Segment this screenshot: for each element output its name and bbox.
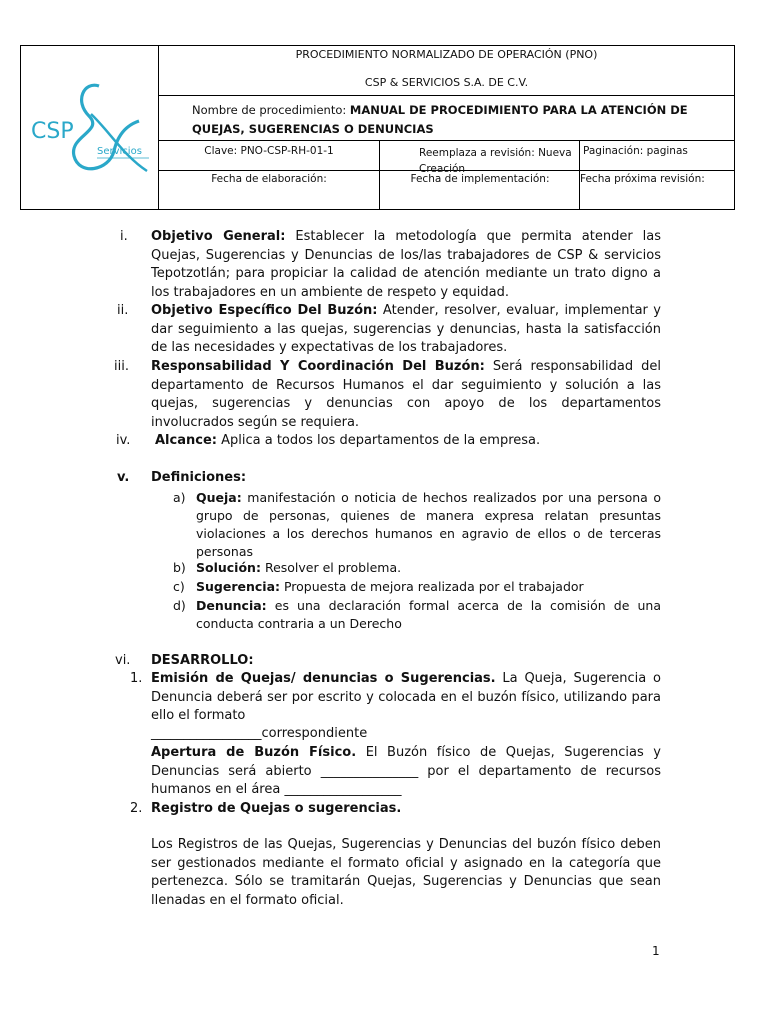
logo-text-sub: Servicios	[97, 146, 142, 157]
clave-cell: Clave: PNO-CSP-RH-01-1	[204, 145, 334, 157]
step-title: Apertura de Buzón Físico.	[151, 745, 357, 760]
header-title-line2: CSP & SERVICIOS S.A. DE C.V.	[364, 76, 529, 89]
definition-text: es una declaración formal acerca de la comisión de una conducta contraria a un Derecho	[196, 598, 661, 631]
fecha-elaboracion-cell: Fecha de elaboración:	[211, 173, 327, 185]
section-definiciones	[151, 469, 661, 488]
def-marker-d: d)	[173, 598, 186, 613]
section-objetivo-especifico	[151, 302, 661, 358]
header-code-row	[159, 141, 734, 175]
section-marker-i: i.	[120, 229, 128, 244]
section-title: Objetivo General:	[151, 229, 286, 244]
step-title: Registro de Quejas o sugerencias.	[151, 801, 402, 816]
step-text: La Queja, Sugerencia o Denuncia deberá ser por escrito y colocada en el buzón físico, utilizando para ello el formato	[151, 671, 661, 723]
section-marker-ii: ii.	[117, 303, 129, 318]
definition-queja	[196, 489, 661, 561]
company-logo	[29, 76, 151, 181]
section-marker-vi: vi.	[115, 653, 131, 668]
definition-sugerencia	[196, 578, 661, 596]
section-title: Alcance:	[155, 433, 217, 448]
fecha-proxima-cell: Fecha próxima revisión:	[580, 173, 705, 185]
definition-title: Queja:	[196, 490, 242, 505]
section-text: Atender, resolver, evaluar, implementar y dar seguimiento a las quejas, sugerencias y denuncias, hasta la satisfacción de las necesidades y expectativas de los trabajadores.	[151, 303, 662, 355]
def-marker-a: a)	[173, 490, 186, 505]
step-registro-paragraph: Los Registros de las Quejas, Sugerencias y Denuncias del buzón físico deben ser gestionados mediante el formato oficial y asignado en la categoría que pertenezca. Sólo se tramitarán Quejas, Sugerencias y Denuncias que sean llenadas en el formato oficial.	[151, 837, 661, 908]
section-title: DESARROLLO:	[151, 653, 254, 668]
definition-text: Resolver el problema.	[260, 560, 402, 575]
step-text: El Buzón físico de Quejas, Sugerencias y Denuncias será abierto _______________ por el departamento de recursos humanos en el área __________________	[151, 745, 661, 797]
definition-title: Denuncia:	[196, 598, 267, 613]
logo-text-main: CSP	[31, 119, 74, 144]
procedure-name: MANUAL DE PROCEDIMIENTO PARA LA ATENCIÓN DE QUEJAS, SUGERENCIAS O DENUNCIAS	[192, 103, 688, 136]
section-text: Será responsabilidad del departamento de Recursos Humanos el dar seguimiento y solución a las quejas, sugerencias y denuncias con apoyo de los departamentos involucrados según se requiera.	[151, 359, 661, 430]
section-title: Objetivo Específico Del Buzón:	[151, 303, 378, 318]
step-emision-line2: _________________correspondiente	[151, 726, 368, 741]
section-responsabilidad	[151, 358, 661, 432]
step-emision	[151, 670, 661, 726]
def-marker-c: c)	[173, 579, 185, 594]
def-marker-b: b)	[173, 560, 186, 575]
procedure-label: Nombre de procedimiento:	[192, 103, 347, 117]
definition-title: Sugerencia:	[196, 579, 280, 594]
step-marker-2: 2.	[130, 801, 143, 816]
definition-text: manifestación o noticia de hechos realizados por una persona o grupo de personas, quienes de manera expresa relatan presuntas violaciones a los derechos humanos en agravio de ellos o de terceras personas	[196, 490, 661, 559]
definition-title: Solución:	[196, 560, 261, 575]
section-title: Responsabilidad Y Coordinación Del Buzón:	[151, 359, 485, 374]
section-text: Establecer la metodología que permita atender las Quejas, Sugerencias y Denuncias de los/las trabajadores de CSP & servicios Tepotzotlán; para propiciar la calidad de atención mediante un trato digno a los trabajadores en un ambiente de respeto y equidad.	[151, 229, 661, 300]
step-title: Emisión de Quejas/ denuncias o Sugerencias.	[151, 671, 496, 686]
section-desarrollo	[151, 652, 661, 671]
definition-solucion	[196, 559, 661, 577]
fecha-implementacion-cell: Fecha de implementación:	[410, 173, 550, 185]
section-marker-iv: iv.	[116, 433, 131, 448]
header-title-line1: PROCEDIMIENTO NORMALIZADO DE OPERACIÓN (PNO)	[295, 48, 598, 61]
header-dates-row	[159, 171, 734, 209]
page-number: 1	[652, 944, 660, 958]
definition-denuncia	[196, 597, 661, 633]
logo-cell	[21, 46, 159, 209]
definition-text: Propuesta de mejora realizada por el trabajador	[280, 579, 584, 594]
section-objetivo-general	[151, 228, 661, 302]
header-title-row	[159, 46, 734, 96]
document-header-table	[20, 45, 735, 210]
procedure-name-text	[192, 101, 712, 139]
reemplaza-cell: Reemplaza a revisión: Nueva Creación	[419, 147, 572, 175]
section-title: Definiciones:	[151, 470, 247, 485]
section-alcance	[155, 432, 665, 451]
step-registro	[151, 800, 661, 819]
step-marker-1: 1.	[130, 671, 143, 686]
header-procedure-row	[159, 96, 734, 141]
section-marker-iii: iii.	[114, 359, 129, 374]
section-text: Aplica a todos los departamentos de la empresa.	[216, 433, 541, 448]
section-marker-v: v.	[117, 470, 130, 485]
step-apertura	[151, 744, 661, 800]
paginacion-cell: Paginación: paginas	[583, 145, 688, 157]
